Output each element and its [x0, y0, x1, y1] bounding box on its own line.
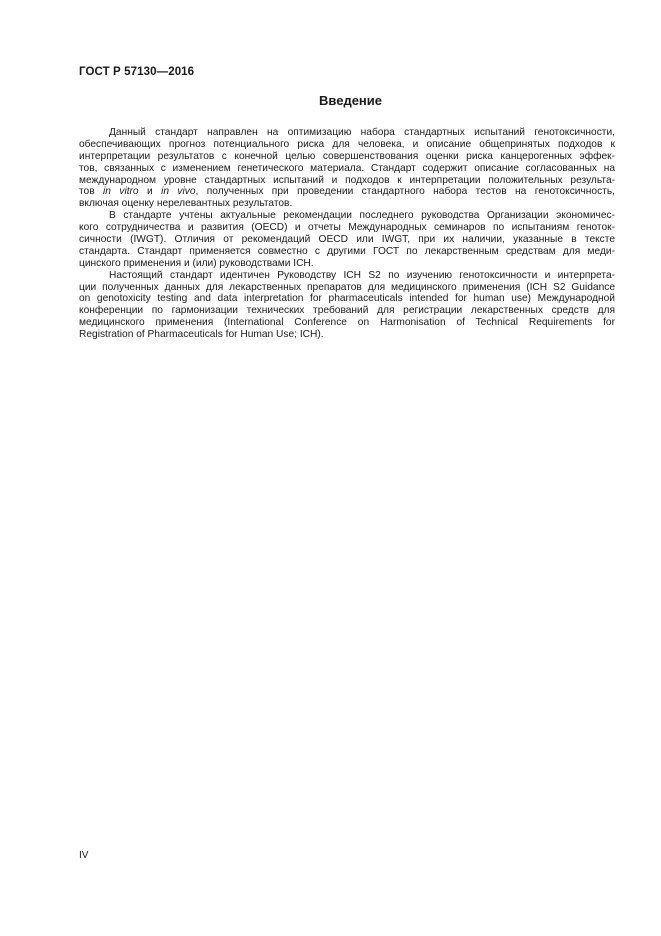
text-line: международном уровне стандартных испытаний и подходов к интерпретации положительных результа-: [79, 174, 615, 186]
text-line: интерпретации результатов с конечной целью совершенствования оценки риска канцерогенных эффек-: [79, 150, 615, 162]
document-body: [79, 127, 615, 341]
paragraph-3: [79, 270, 615, 341]
standard-number-header: ГОСТ Р 57130—2016: [79, 66, 195, 78]
text-line: ции полученных данных для лекарственных препаратов для медицинского применения (ICH S2 Guidance: [79, 281, 615, 293]
text-fragment: , полученных при проведении стандартного набора тестов на генотоксичность,: [195, 186, 615, 198]
text-line: сичности (IWGT). Отличия от рекомендаций OECD или IWGT, при их наличии, указанные в тексте: [79, 234, 615, 246]
text-line: включая оценку нерелевантных результатов.: [79, 198, 293, 210]
text-line: кого сотрудничества и развития (OECD) и отчеты Международных семинаров по испытаниям геноток-: [79, 222, 615, 234]
paragraph-1: [79, 127, 615, 210]
text-line: цинского применения и (или) руководствами ICH.: [79, 257, 314, 269]
text-line: тов, связанных с изменением генетического материала. Стандарт содержит описание согласованных на: [79, 162, 615, 174]
text-line: обеспечивающих прогноз потенциального риска для человека, и описание общепринятых подходов к: [79, 138, 615, 150]
text-line: стандарта. Стандарт применяется совместно с другими ГОСТ по лекарственным средствам для меди-: [79, 245, 615, 257]
text-fragment: тов: [79, 186, 104, 198]
paragraph-2: [79, 210, 615, 269]
text-fragment: и: [138, 186, 162, 198]
text-line: медицинского применения (International Conference on Harmonisation of Technical Requirements for: [79, 317, 615, 329]
page-number: IV: [79, 850, 89, 861]
text-line: Registration of Pharmaceuticals for Human Use; ICH).: [79, 329, 324, 341]
text-line: Настоящий стандарт идентичен Руководству ICH S2 по изучению генотоксичности и интерпрета-: [109, 269, 615, 281]
italic-term: in vitro: [103, 186, 139, 198]
text-line: конференции по гармонизации технических требований для регистрации лекарственных средств для: [79, 305, 615, 317]
text-line-italic: [79, 186, 615, 198]
text-line: В стандарте учтены актуальные рекомендации последнего руководства Организации экономичес-: [109, 210, 615, 222]
section-title: Введение: [319, 93, 382, 108]
text-line: on genotoxicity testing and data interpretation for pharmaceuticals intended for human use) Международной: [79, 293, 615, 305]
text-line: Данный стандарт направлен на оптимизацию набора стандартных испытаний генотоксичности,: [109, 127, 615, 138]
italic-term: in vivo: [161, 186, 196, 198]
